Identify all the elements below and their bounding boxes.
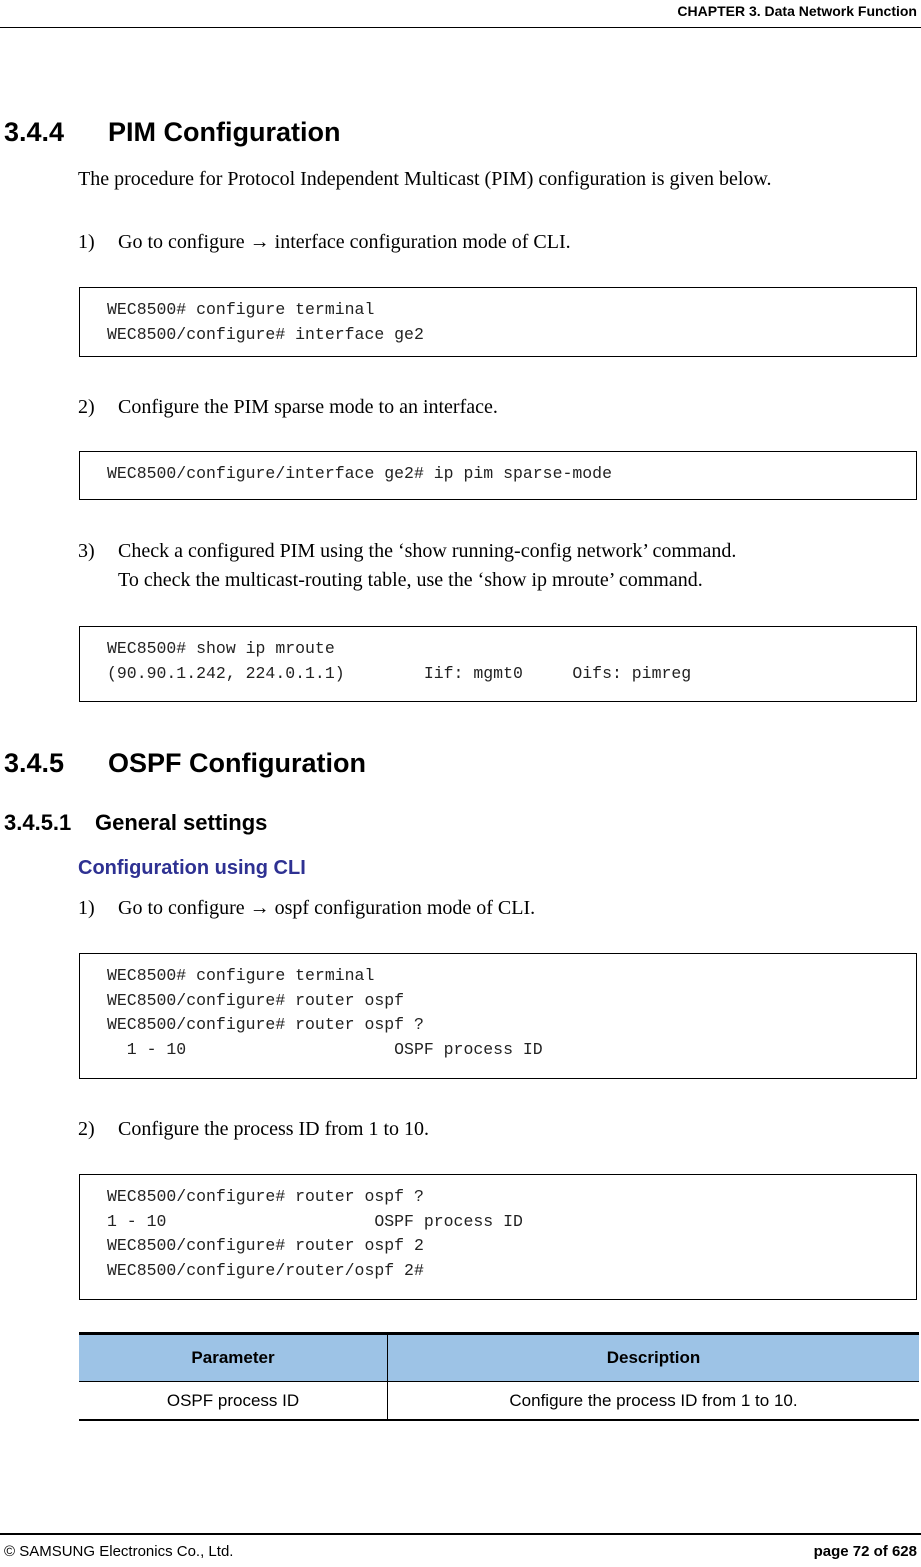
code-line: 1 - 10 OSPF process ID — [107, 1211, 523, 1231]
step-text: Configure the PIM sparse mode to an interface. — [118, 396, 498, 418]
code-line: WEC8500# configure terminal — [107, 966, 375, 985]
table-cell-parameter: OSPF process ID — [79, 1382, 388, 1421]
ospf-step-2 — [78, 1115, 429, 1144]
section-title: PIM Configuration — [108, 117, 341, 147]
code-block-ospf-1 — [79, 953, 917, 1079]
code-line: WEC8500# show ip mroute — [107, 639, 335, 658]
subsection-number: 3.4.5.1 — [4, 810, 72, 835]
table-header-row — [79, 1334, 919, 1382]
code-line: WEC8500/configure# router ospf 2 — [107, 1236, 424, 1255]
copyright: © SAMSUNG Electronics Co., Ltd. — [4, 1543, 234, 1560]
ospf-step-1 — [78, 894, 535, 923]
section-number: 3.4.4 — [4, 117, 65, 147]
step-number: 2) — [78, 1118, 95, 1140]
cli-heading: Configuration using CLI — [78, 857, 306, 879]
column-header-parameter: Parameter — [79, 1334, 388, 1382]
code-line: 1 - 10 OSPF process ID — [107, 1039, 543, 1059]
parameter-table — [79, 1332, 919, 1421]
code-line: WEC8500# configure terminal — [107, 300, 375, 319]
code-line: WEC8500/configure# router ospf ? — [107, 1015, 424, 1034]
code-line: (90.90.1.242, 224.0.1.1) Iif: mgmt0 Oifs: pimreg — [107, 663, 692, 683]
pim-step-3 — [78, 537, 736, 595]
page-header — [0, 0, 921, 28]
step-text: Configure the process ID from 1 to 10. — [118, 1118, 430, 1140]
section-heading-pim — [4, 117, 340, 148]
column-header-description: Description — [388, 1334, 920, 1382]
step-number: 3) — [78, 540, 95, 562]
page-footer — [0, 1533, 921, 1567]
pim-step-1 — [78, 228, 571, 257]
pim-step-2 — [78, 393, 498, 422]
code-block-pim-1 — [79, 287, 917, 357]
code-line: WEC8500/configure/interface ge2# ip pim sparse-mode — [107, 464, 612, 483]
code-line: WEC8500/configure# interface ge2 — [107, 324, 424, 344]
code-line: WEC8500/configure# router ospf ? — [107, 1187, 424, 1206]
subsection-heading-general — [4, 810, 267, 836]
table-row — [79, 1382, 919, 1421]
table-cell-description: Configure the process ID from 1 to 10. — [388, 1382, 920, 1421]
code-line: WEC8500/configure/router/ospf 2# — [107, 1260, 424, 1280]
subsection-title: General settings — [95, 810, 268, 835]
code-line: WEC8500/configure# router ospf — [107, 990, 405, 1010]
step-text: Go to configure → ospf configuration mode of CLI. — [118, 897, 536, 919]
chapter-title: CHAPTER 3. Data Network Function — [677, 3, 917, 19]
section-title: OSPF Configuration — [108, 748, 366, 778]
pim-intro: The procedure for Protocol Independent Multicast (PIM) configuration is given below. — [78, 168, 772, 190]
section-number: 3.4.5 — [4, 748, 65, 778]
code-block-pim-3 — [79, 626, 917, 702]
step-number: 1) — [78, 897, 95, 919]
section-heading-ospf — [4, 748, 366, 779]
code-block-ospf-2 — [79, 1174, 917, 1300]
step-text: Check a configured PIM using the ‘show running-config network’ command. — [118, 540, 737, 562]
page-number: page 72 of 628 — [813, 1543, 917, 1560]
code-block-pim-2 — [79, 451, 917, 500]
step-text-continued: To check the multicast-routing table, use the ‘show ip mroute’ command. — [118, 569, 703, 591]
step-number: 1) — [78, 231, 95, 253]
step-number: 2) — [78, 396, 95, 418]
step-text: Go to configure → interface configuration mode of CLI. — [118, 231, 571, 253]
